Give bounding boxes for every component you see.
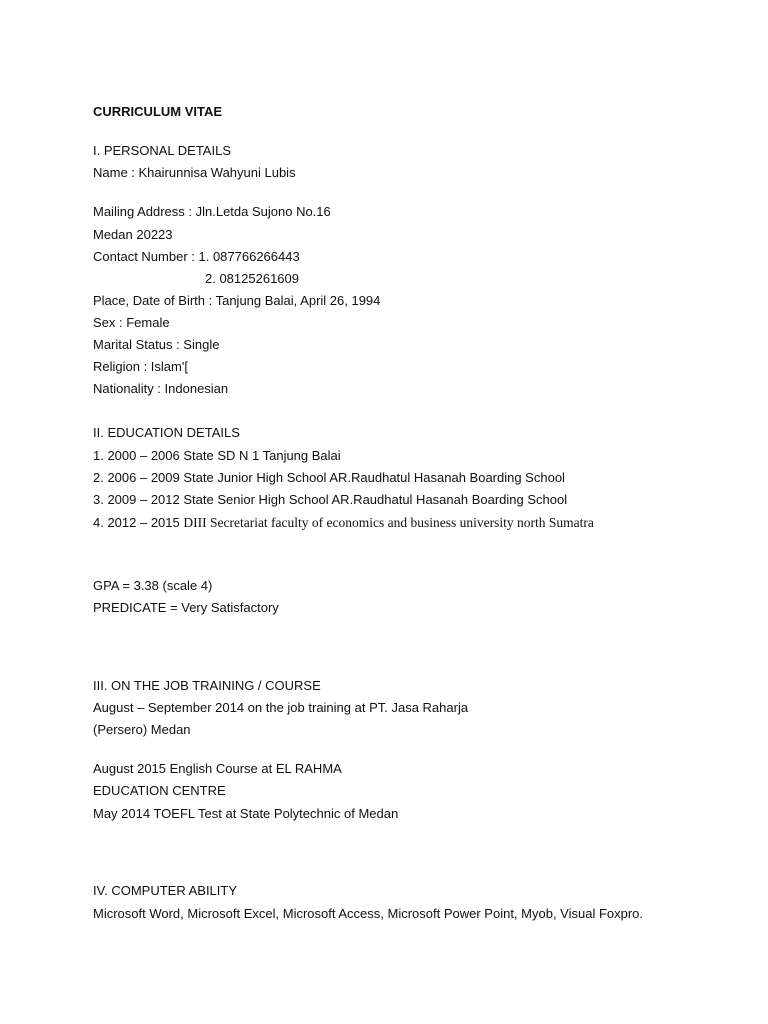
education-item-4-description: DIII Secretariat faculty of economics and business university north Sumatra xyxy=(183,515,594,530)
personal-details-heading: I. PERSONAL DETAILS xyxy=(93,143,231,158)
mailing-address-line: Mailing Address : Jln.Letda Sujono No.16 xyxy=(93,204,331,219)
document-title: CURRICULUM VITAE xyxy=(93,104,223,119)
city-line: Medan 20223 xyxy=(93,227,173,242)
training-line-2: (Persero) Medan xyxy=(93,722,191,737)
course-line-2: EDUCATION CENTRE xyxy=(93,783,226,798)
education-item-4-prefix: 4. 2012 – 2015 xyxy=(93,515,184,530)
religion-line: Religion : Islam'[ xyxy=(93,359,188,374)
nationality-line: Nationality : Indonesian xyxy=(93,381,229,396)
computer-ability-heading: IV. COMPUTER ABILITY xyxy=(93,883,238,898)
education-item-3: 3. 2009 – 2012 State Senior High School AR.Raudhatul Hasanah Boarding School xyxy=(93,492,568,507)
gpa-line: GPA = 3.38 (scale 4) xyxy=(93,578,213,593)
marital-status-line: Marital Status : Single xyxy=(93,337,220,352)
birth-line: Place, Date of Birth : Tanjung Balai, April 26, 1994 xyxy=(93,293,381,308)
name-line: Name : Khairunnisa Wahyuni Lubis xyxy=(93,165,296,180)
predicate-line: PREDICATE = Very Satisfactory xyxy=(93,600,279,615)
contact-number-line-2: 2. 08125261609 xyxy=(205,271,299,286)
education-item-1: 1. 2000 – 2006 State SD N 1 Tanjung Balai xyxy=(93,448,341,463)
education-item-4 xyxy=(93,515,594,531)
training-heading: III. ON THE JOB TRAINING / COURSE xyxy=(93,678,321,693)
training-line-1: August – September 2014 on the job training at PT. Jasa Raharja xyxy=(93,700,469,715)
toefl-line: May 2014 TOEFL Test at State Polytechnic of Medan xyxy=(93,806,399,821)
course-line-1: August 2015 English Course at EL RAHMA xyxy=(93,761,342,776)
education-item-2: 2. 2006 – 2009 State Junior High School AR.Raudhatul Hasanah Boarding School xyxy=(93,470,565,485)
computer-skills-line: Microsoft Word, Microsoft Excel, Microsoft Access, Microsoft Power Point, Myob, Visual Foxpro. xyxy=(93,906,644,921)
sex-line: Sex : Female xyxy=(93,315,170,330)
education-details-heading: II. EDUCATION DETAILS xyxy=(93,425,240,440)
contact-number-line-1: Contact Number : 1. 087766266443 xyxy=(93,249,300,264)
